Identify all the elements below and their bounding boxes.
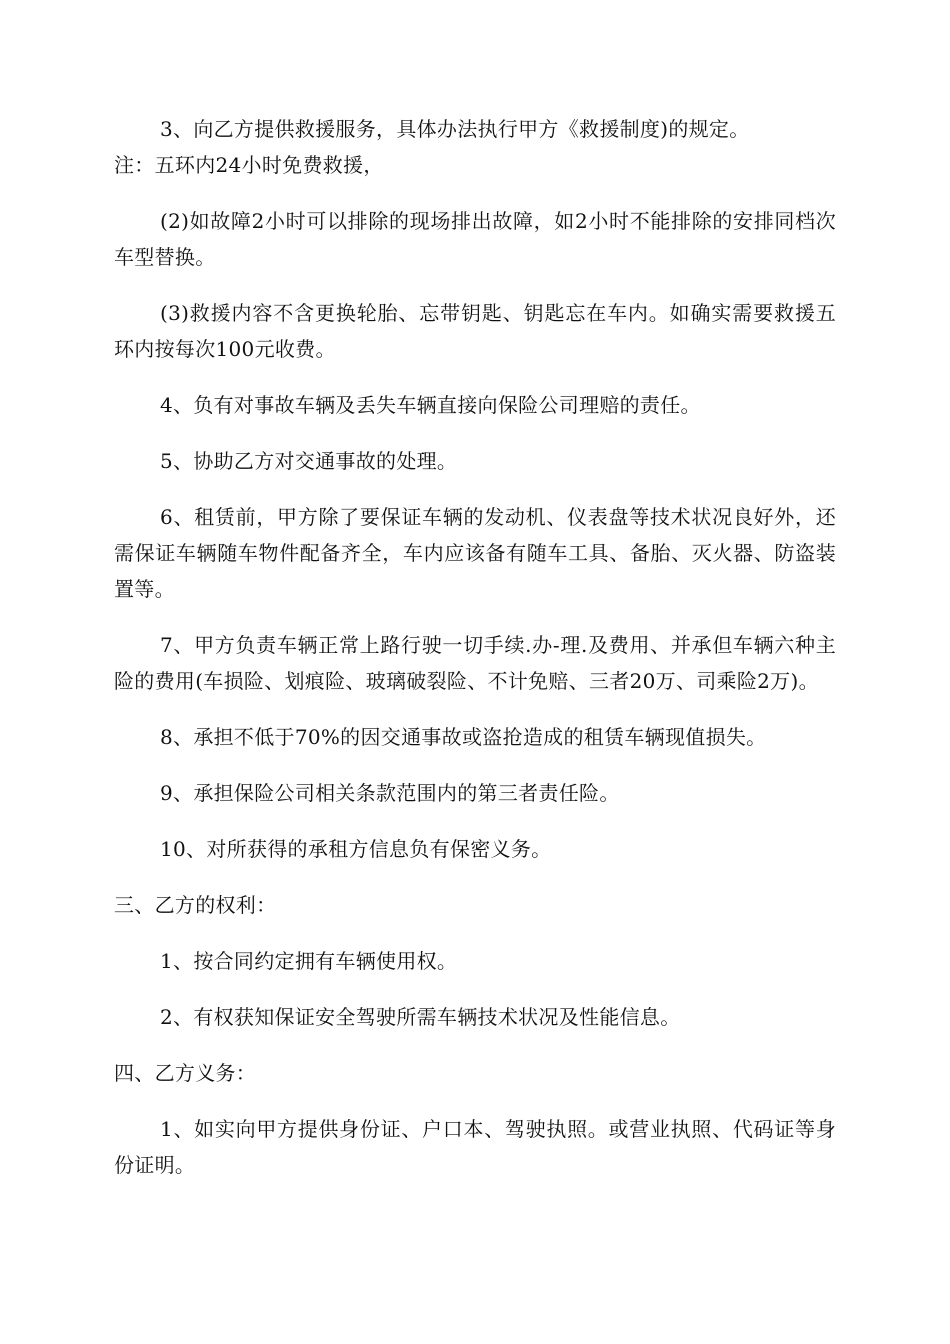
paragraph-confidentiality: 10、对所获得的承租方信息负有保密义务。 bbox=[160, 837, 552, 861]
section-heading-party-b-rights: 三、乙方的权利： bbox=[114, 893, 277, 917]
paragraph-rescue-exclusions: (3)救援内容不含更换轮胎、忘带钥匙、钥匙忘在车内。如确实需要救援五环内按每次100元收费。 bbox=[114, 301, 836, 361]
paragraph-note-free-rescue: 注：五环内24小时免费救援， bbox=[114, 153, 384, 177]
paragraph-loss-coverage: 8、承担不低于70%的因交通事故或盗抢造成的租赁车辆现值损失。 bbox=[160, 725, 767, 749]
paragraph-rescue-service: 3、向乙方提供救援服务，具体办法执行甲方《救援制度)的规定。 bbox=[160, 117, 750, 141]
paragraph-usage-right: 1、按合同约定拥有车辆使用权。 bbox=[160, 949, 458, 973]
paragraph-info-right: 2、有权获知保证安全驾驶所需车辆技术状况及性能信息。 bbox=[160, 1005, 681, 1029]
paragraph-fault-repair: (2)如故障2小时可以排除的现场排出故障，如2小时不能排除的安排同档次车型替换。 bbox=[114, 209, 836, 269]
paragraph-vehicle-condition: 6、租赁前，甲方除了要保证车辆的发动机、仪表盘等技术状况良好外，还需保证车辆随车物件配备齐全，车内应该备有随车工具、备胎、灭火器、防盗装置等。 bbox=[114, 505, 836, 601]
paragraph-identity-documents: 1、如实向甲方提供身份证、户口本、驾驶执照。或营业执照、代码证等身份证明。 bbox=[114, 1117, 836, 1177]
section-heading-party-b-obligations: 四、乙方义务： bbox=[114, 1061, 257, 1085]
paragraph-accident-assistance: 5、协助乙方对交通事故的处理。 bbox=[160, 449, 458, 473]
paragraph-insurance-claims: 4、负有对事故车辆及丢失车辆直接向保险公司理赔的责任。 bbox=[160, 393, 701, 417]
document-body bbox=[114, 111, 836, 1203]
paragraph-third-party-liability: 9、承担保险公司相关条款范围内的第三者责任险。 bbox=[160, 781, 620, 805]
paragraph-procedures-insurance: 7、甲方负责车辆正常上路行驶一切手续.办-理.及费用、并承但车辆六种主险的费用(车损险、划痕险、玻璃破裂险、不计免赔、三者20万、司乘险2万)。 bbox=[114, 633, 836, 693]
